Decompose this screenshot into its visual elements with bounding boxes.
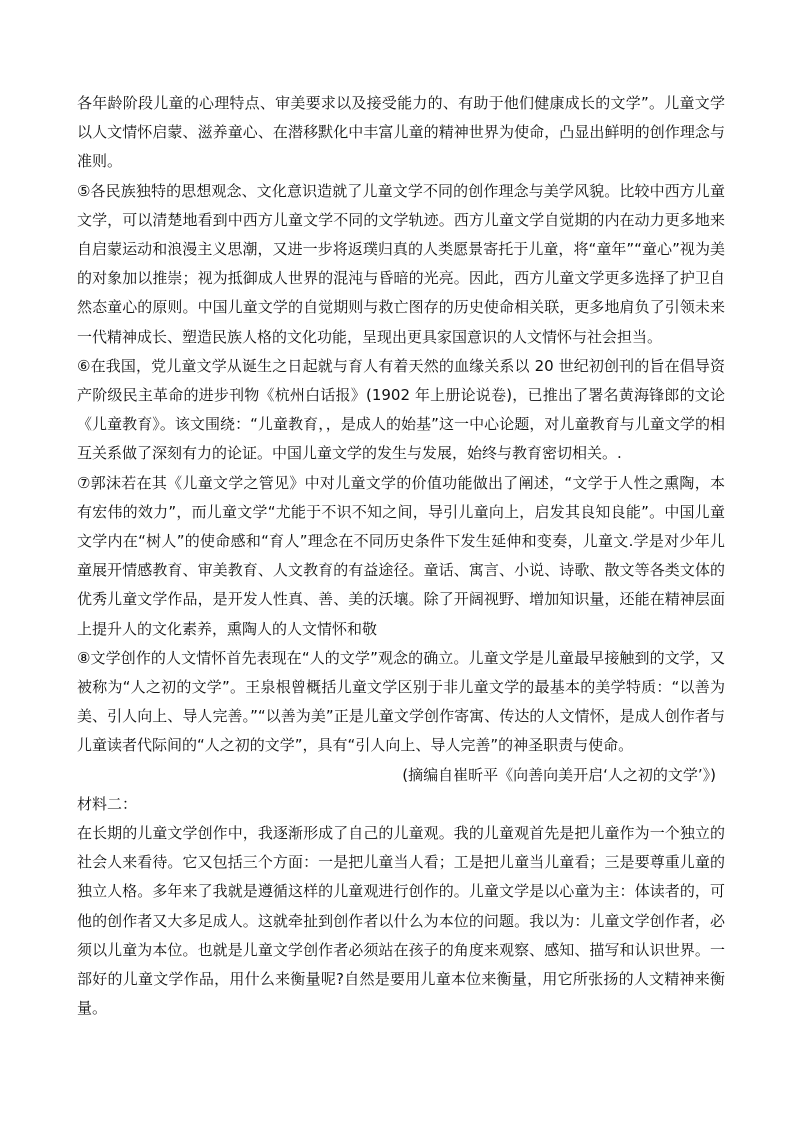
material-two-paragraph: 在长期的儿童文学创作中，我逐渐形成了自己的儿童观。我的儿童观首先是把儿童作为一个独立的社会人来看待。它又包括三个方面：一是把儿童当人看；工是把儿童当儿童看；三是要尊重儿童的独立人格。多年来了我就是遵循这样的儿童观进行创作的。儿童文学是以心童为主：体读者的，可他的创作者又大多足成人。这就牵扯到创作者以什么为本位的问题。我以为：儿童文学创作者，必须以儿童为本位。也就是儿童文学创作者必须站在孩子的角度来观察、感知、描写和认识世界。一部好的儿童文学作品，用什么来衡量呢?自然是要用儿童本位来衡量，用它所张扬的人文精神来衡量。 [77, 824, 725, 1018]
document-body [77, 89, 725, 1024]
material-two-heading: 材料二： [77, 794, 138, 813]
source-citation: (摘编自崔昕平《向善向美开启‘人之初的文学’》) [402, 765, 716, 784]
paragraph-7: ⑦郭沫若在其《儿童文学之管见》中对儿童文学的价值功能做出了阐述，“文学于人性之熏陶，本有宏伟的效力”，而儿童文学“尤能于不识不知之间，导引儿童向上，启发其良知良能”。中国儿童文学内在“树人”的使命感和“育人”理念在不同历史条件下发生延伸和变奏，儿童文.学是对少年儿童展开情感教育、审美教育、人文教育的有益途径。童话、寓言、小说、诗歌、散文等各类文体的优秀儿童文学作品，是开发人性真、善、美的沃壤。除了开阔视野、增加知识量，还能在精神层面上提升人的文化素养，熏陶人的人文情怀和敬 [77, 473, 725, 638]
paragraph-6: ⑥在我国，党儿童文学从诞生之日起就与育人有着天然的血缘关系以 20 世纪初创刊的旨在倡导资产阶级民主革命的进步刊物《杭州白话报》(1902 年上册论说卷)，已推出了署名黄海锋郎的文论《儿童教育》。该文围绕：“儿童教育，，是成人的始基”这一中心论题，对儿童教育与儿童文学的相互关系做了深刻有力的论证。中国儿童文学的发生与发展，始终与教育密切相关。. [77, 356, 725, 463]
paragraph-5: ⑤各民族独特的思想观念、文化意识造就了儿童文学不同的创作理念与美学风貌。比较中西方儿童文学，可以清楚地看到中西方儿童文学不同的文学轨迹。西方儿童文学自觉期的内在动力更多地来自启蒙运动和浪漫主义思潮，又进一步将返璞归真的人类愿景寄托于儿童，将“童年”“童心”视为美的对象加以推崇；视为抵御成人世界的混沌与昏暗的光亮。因此，西方儿童文学更多选择了护卫自然态童心的原则。中国儿童文学的自觉期则与救亡图存的历史使命相关联，更多地肩负了引领未来一代精神成长、塑造民族人格的文化功能，呈现出更具家国意识的人文情怀与社会担当。 [77, 181, 725, 346]
paragraph-8: ⑧文学创作的人文情怀首先表现在“人的文学”观念的确立。儿童文学是儿童最早接触到的文学，又被称为“人之初的文学”。王泉根曾概括儿童文学区别于非儿童文学的最基本的美学特质：“以善为美、引人向上、导人完善。”“以善为美”正是儿童文学创作寄寓、传达的人文情怀，是成人创作者与儿童读者代际间的“人之初的文学”，具有“引人向上、导人完善”的神圣职责与使命。 [77, 648, 725, 755]
paragraph-continuation: 各年龄阶段儿童的心理特点、审美要求以及接受能力的、有助于他们健康成长的文学”。儿童文学以人文情怀启蒙、滋养童心、在潜移默化中丰富儿童的精神世界为使命，凸显出鲜明的创作理念与准则。 [77, 94, 725, 171]
